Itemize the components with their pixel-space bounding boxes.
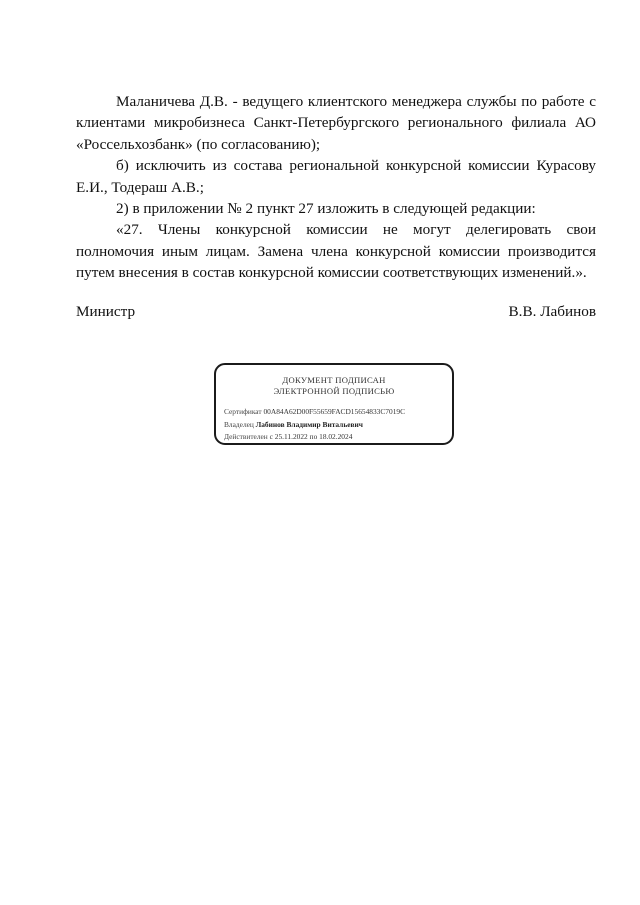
stamp-validity [224,432,352,441]
signatory-position: Министр [76,303,136,320]
stamp-valid-from: 25.11.2022 [274,432,308,441]
paragraph-appendix-2: 2) в приложении № 2 пункт 27 изложить в следующей редакции: [116,200,536,218]
signatory-name: В.В. Лабинов [508,303,596,320]
stamp-owner-label: Владелец [224,420,254,429]
stamp-title-line1: ДОКУМЕНТ ПОДПИСАН [282,375,386,385]
stamp-valid-to-word: по [309,432,318,441]
stamp-owner-value: Лабинов Владимир Витальевич [255,420,363,429]
paragraph-malanicheva: Маланичева Д.В. - ведущего клиентского менеджера службы по работе с клиентами микробизнеса Санкт-Петербургского регионального филиала АО «Россельхозбанк» (по согласованию); [76,93,596,153]
document-body [76,91,596,284]
stamp-valid-label: Действителен [224,432,268,441]
stamp-certificate [224,407,405,416]
stamp-certificate-label: Сертификат [224,407,262,416]
paragraph-exclude-members: б) исключить из состава региональной конкурсной комиссии Курасову Е.И., Тодераш А.В.; [76,157,596,196]
paragraph-item-27: «27. Члены конкурсной комиссии не могут делегировать свои полномочия иным лицам. Замена члена конкурсной комиссии производится путем внесения в состав конкурсной комиссии соответствующих изменений.». [76,221,596,282]
stamp-title-line2: ЭЛЕКТРОННОЙ ПОДПИСЬЮ [273,386,395,396]
stamp-certificate-value: 00A84A62D00F55659FACD15654833C7019C [263,407,406,416]
stamp-valid-from-word: с [269,432,273,441]
stamp-valid-to: 18.02.2024 [319,432,353,441]
electronic-signature-stamp [214,363,454,445]
stamp-owner [224,420,363,429]
